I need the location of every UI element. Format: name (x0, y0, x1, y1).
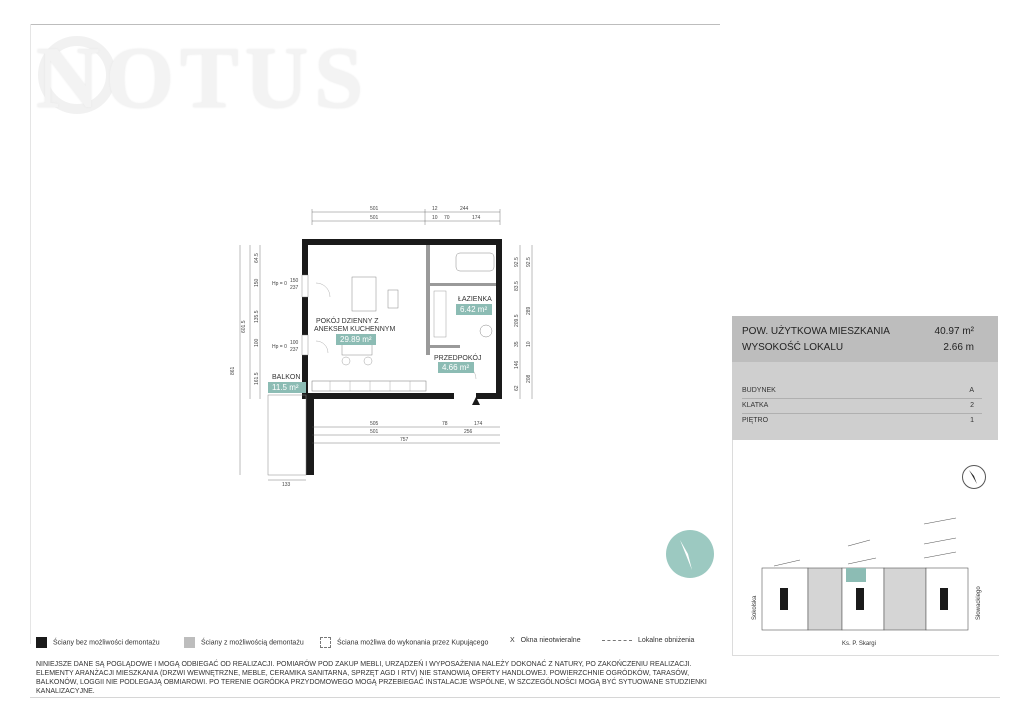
area-label: POW. UŻYTKOWA MIESZKANIA (742, 326, 890, 337)
divider (742, 398, 982, 399)
height-value: 2.66 m (943, 342, 974, 353)
window-2-bottom: 237 (290, 347, 299, 353)
dim-right-4: 209.5 (514, 314, 520, 327)
street-right: Słowackiego (976, 586, 982, 620)
dim-bottom-3: 174 (474, 421, 483, 427)
room-living-name2: ANEKSEM KUCHENNYM (314, 326, 396, 333)
summary-panel-top (732, 316, 998, 362)
floor-label: PIĘTRO (742, 417, 769, 424)
height-label: WYSOKOŚĆ LOKALU (742, 342, 844, 353)
floor-plan (220, 195, 740, 495)
dim-balcony: 133 (282, 482, 291, 488)
dim-top-5: 10 (432, 215, 438, 221)
dim-left-2: 150 (254, 278, 260, 287)
dim-bottom-5: 256 (464, 429, 473, 435)
room-bath-area: 6.42 m² (460, 305, 488, 314)
dim-right-2: 92.5 (526, 257, 532, 267)
dim-left-total: 861 (230, 366, 236, 375)
north-arrow-icon (962, 465, 986, 489)
room-hall-name: PRZEDPOKÓJ (434, 355, 482, 362)
legend-swatch-black (36, 637, 47, 648)
dim-top-7: 174 (472, 215, 481, 221)
brand-logo: NOTUS (36, 30, 370, 127)
window-1-label: Hp = 0 (272, 281, 287, 287)
dim-top-1: 501 (370, 206, 379, 212)
room-balcony-name: BALKON (272, 374, 301, 381)
dim-right-5: 289 (526, 306, 532, 315)
dim-right-6: 35 (514, 341, 520, 347)
site-plan (744, 510, 984, 655)
room-living-name: POKÓJ DZIENNY Z (316, 318, 379, 325)
dim-top-3: 244 (460, 206, 469, 212)
divider (742, 413, 982, 414)
room-hall-area: 4.66 m² (442, 363, 470, 372)
legend-item-fixed-windows: X Okna nieotwieralne (510, 637, 581, 644)
frame-top-line (30, 24, 720, 25)
area-value: 40.97 m² (934, 326, 974, 337)
dim-top-4: 501 (370, 215, 379, 221)
legend-swatch-dashed (320, 637, 331, 648)
staircase-value: 2 (970, 402, 974, 409)
dim-top-6: 70 (444, 215, 450, 221)
building-value: A (969, 387, 974, 394)
legend-dashed-line (602, 640, 632, 641)
building-label: BUDYNEK (742, 387, 776, 394)
disclaimer-text: NINIEJSZE DANE SĄ POGLĄDOWE I MOGĄ ODBIEGAĆ OD REALIZACJI. POMIARÓW POD ZAKUP MEBLI, URZĄDZEŃ I WYPOSAŻENIA NALEŻY DOKONAĆ Z NATURY, PO ZAKOŃCZENIU REALIZACJI. ELEMENTY ARANŻACJI MIESZKANIA (DRZWI WEWNĘTRZNE, MEBLE, CERAMIKA SANITARNA, SPRZĘT AGD I RTV) NIE STANOWIĄ OFERTY HANDLOWEJ. POWIERZCHNIE OGRÓDKÓW, TARASÓW, BALKONÓW, LOGGII NIE PODLEGAJĄ OBMIAROWI. PO TERENIE OGRÓDKA PRZYDOMOWEGO MOGĄ PRZEBIEGAĆ INSTALACJE WSPÓLNE, W SZCZEGÓLNOŚCI MOGĄ BYĆ SYTUOWANE STUDZIENKI KANALIZACYJNE. (36, 661, 707, 695)
dim-right-7: 10 (526, 341, 532, 347)
dim-bottom-6: 757 (400, 437, 409, 443)
dim-top-2: 12 (432, 206, 438, 212)
legend-item-removable-walls: Ściany z możliwością demontażu (184, 637, 304, 648)
legend-x-mark: X (510, 637, 515, 644)
dim-left-5: 161.5 (254, 372, 260, 385)
floor-value: 1 (970, 417, 974, 424)
legend-item-local-lowering: Lokalne obniżenia (602, 637, 694, 644)
street-left: Sokolska (752, 595, 758, 620)
compass-icon (666, 530, 714, 578)
dim-left-1: 64.5 (254, 253, 260, 263)
dim-left-main: 601.5 (241, 320, 247, 333)
legend-item-fixed-walls: Ściany bez możliwości demontażu (36, 637, 160, 648)
window-1-bottom: 237 (290, 285, 299, 291)
dim-right-1: 92.5 (514, 257, 520, 267)
window-1-top: 150 (290, 278, 299, 284)
dim-bottom-4: 501 (370, 429, 379, 435)
dim-bottom-2: 78 (442, 421, 448, 427)
room-living-area: 29.89 m² (340, 335, 372, 344)
staircase-label: KLATKA (742, 402, 769, 409)
street-bottom: Ks. P. Skargi (842, 641, 876, 647)
dim-right-3: 83.5 (514, 281, 520, 291)
dim-right-8: 146 (514, 360, 520, 369)
bottom-line (30, 697, 1000, 698)
dim-bottom-1: 505 (370, 421, 379, 427)
legend-swatch-grey (184, 637, 195, 648)
window-2-label: Hp = 0 (272, 344, 287, 350)
legend-item-buyer-wall: Ściana możliwa do wykonania przez Kupującego (320, 637, 488, 648)
dim-right-10: 208 (526, 374, 532, 383)
dim-right-9: 62 (514, 385, 520, 391)
dim-left-3: 135.5 (254, 310, 260, 323)
frame-left-line (30, 24, 31, 644)
room-bath-name: ŁAZIENKA (458, 296, 492, 303)
window-2-top: 100 (290, 340, 299, 346)
dim-left-4: 100 (254, 338, 260, 347)
room-balcony-area: 11.5 m² (272, 383, 299, 392)
